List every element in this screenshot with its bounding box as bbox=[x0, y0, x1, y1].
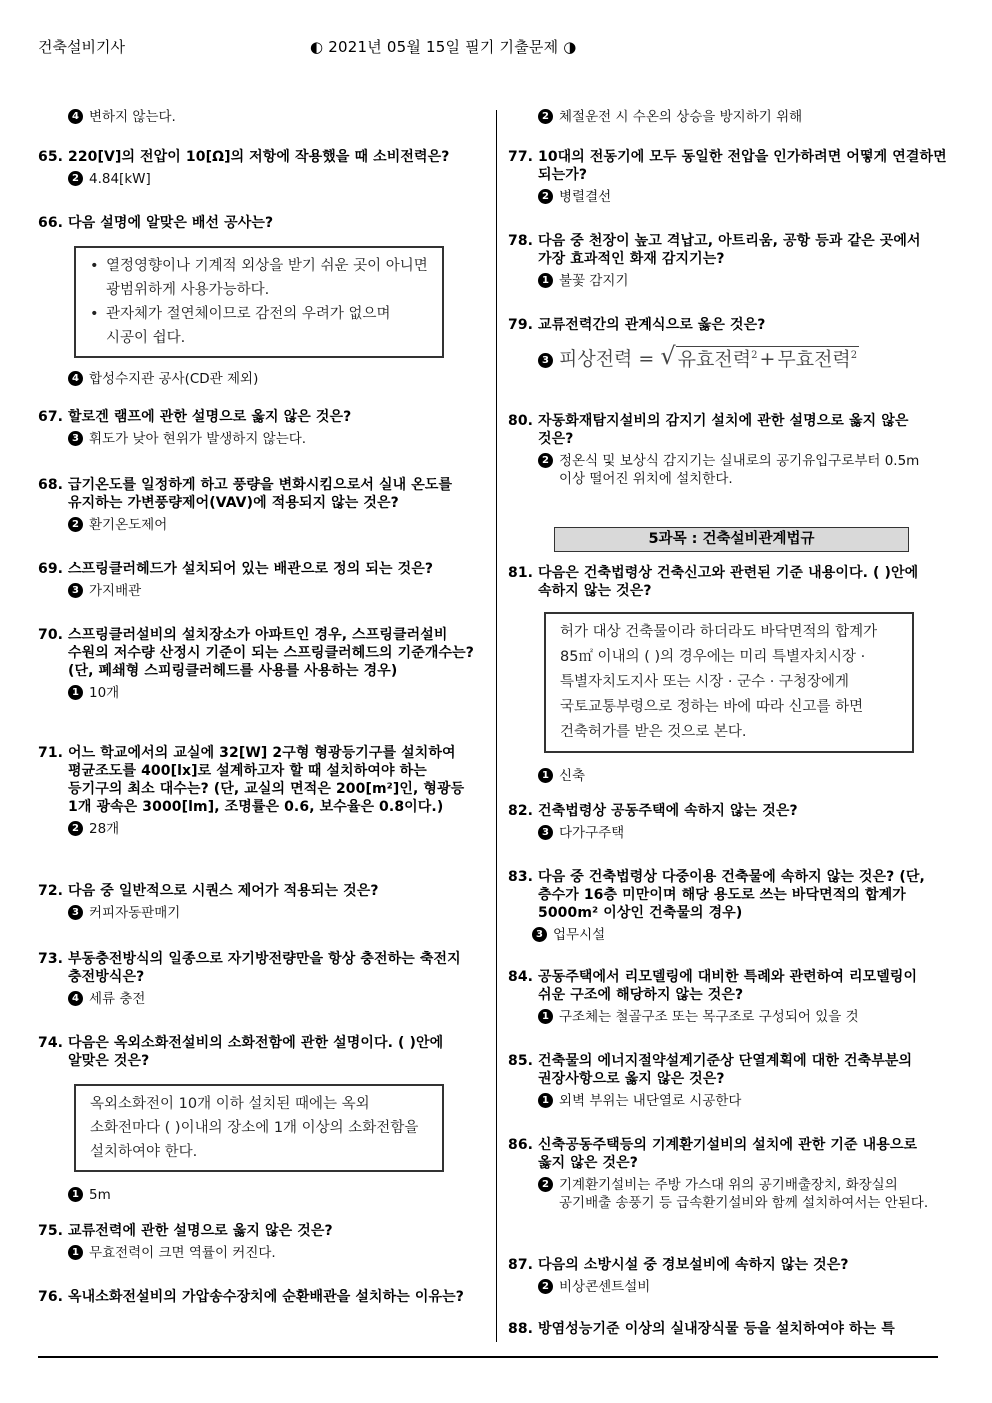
question-80 bbox=[508, 412, 948, 488]
answer-number-icon: 4 bbox=[68, 371, 83, 386]
bullet-icon: • bbox=[90, 258, 99, 274]
question-number: 85. bbox=[508, 1053, 534, 1069]
question-number: 73. bbox=[38, 951, 64, 967]
question-text: 건축법령상 공동주택에 속하지 않는 것은? bbox=[538, 803, 798, 819]
question-info-box bbox=[74, 1084, 444, 1172]
answer-text: 기계환기설비는 주방 가스대 위의 공기배출장치, 화장실의 공기배출 송풍기 등 급속환기설비와 함께 설치하여서는 안된다. bbox=[559, 1177, 929, 1211]
question-text: 스프링클러헤드가 설치되어 있는 배관으로 정의 되는 것은? bbox=[68, 561, 434, 577]
answer-number-icon: 2 bbox=[538, 189, 553, 204]
question-text: 10대의 전동기에 모두 동일한 전압을 인가하려면 어떻게 연결하면 되는가? bbox=[538, 149, 947, 183]
column-divider bbox=[496, 110, 497, 1342]
question-number: 68. bbox=[38, 477, 64, 493]
question-text: 220[V]의 전압이 10[Ω]의 저항에 작용했을 때 소비전력은? bbox=[68, 149, 450, 165]
question-66 bbox=[38, 214, 486, 388]
answer-text: 외벽 부위는 내단열로 시공한다 bbox=[559, 1093, 742, 1109]
question-text: 부동충전방식의 일종으로 자기방전량만을 항상 충전하는 축전지 충전방식은? bbox=[68, 951, 461, 985]
question-text: 자동화재탐지설비의 감지기 설치에 관한 설명으로 옳지 않은 것은? bbox=[538, 413, 909, 447]
answer-text: 세류 충전 bbox=[89, 991, 146, 1007]
question-74 bbox=[38, 1034, 486, 1204]
question-number: 78. bbox=[508, 233, 534, 249]
question-79 bbox=[508, 316, 948, 368]
question-number: 75. bbox=[38, 1223, 64, 1239]
question-number: 76. bbox=[38, 1289, 64, 1305]
page-bottom-rule bbox=[38, 1356, 938, 1358]
formula-exponent: 2 bbox=[850, 349, 858, 361]
answer-text: 28개 bbox=[89, 821, 120, 837]
question-number: 70. bbox=[38, 627, 64, 643]
answer-number-icon: 3 bbox=[538, 353, 553, 368]
question-text: 할로겐 램프에 관한 설명으로 옳지 않은 것은? bbox=[68, 409, 352, 425]
answer-number-icon: 1 bbox=[538, 1009, 553, 1024]
question-72 bbox=[38, 882, 486, 922]
question-number: 81. bbox=[508, 565, 534, 581]
answer-number-icon: 1 bbox=[538, 768, 553, 783]
question-88 bbox=[508, 1320, 948, 1338]
question-73 bbox=[38, 950, 486, 1008]
answer-number-icon: 1 bbox=[68, 1245, 83, 1260]
formula-term-reactive-power: 무효전력 bbox=[777, 348, 851, 370]
question-number: 86. bbox=[508, 1137, 534, 1153]
question-76 bbox=[38, 1288, 486, 1306]
question-83 bbox=[508, 868, 948, 944]
question-number: 72. bbox=[38, 883, 64, 899]
question-70 bbox=[38, 626, 486, 702]
question-number: 69. bbox=[38, 561, 64, 577]
answer-text: 가지배관 bbox=[89, 583, 142, 599]
question-number: 66. bbox=[38, 215, 64, 231]
question-text: 스프링클러설비의 설치장소가 아파트인 경우, 스프링클러설비 수원의 저수량 산정시 기준이 되는 스프링클러헤드의 기준개수는? (단, 폐쇄형 스피링클러헤드를 사용를 사용하는 경우) bbox=[68, 627, 474, 679]
carryover-answer bbox=[508, 108, 948, 126]
answer-text: 업무시설 bbox=[553, 927, 606, 943]
question-text: 급기온도를 일정하게 하고 풍량을 변화시킴으로서 실내 온도를 유지하는 가변풍량제어(VAV)에 적용되지 않는 것은? bbox=[68, 477, 453, 511]
bullet-icon: • bbox=[90, 306, 99, 322]
question-68 bbox=[38, 476, 486, 534]
question-number: 88. bbox=[508, 1321, 534, 1337]
answer-text: 무효전력이 크면 역률이 커진다. bbox=[89, 1245, 276, 1261]
question-number: 67. bbox=[38, 409, 64, 425]
answer-number-icon: 4 bbox=[68, 109, 83, 124]
answer-text: 다가구주택 bbox=[559, 825, 625, 841]
exam-subject: 건축설비기사 bbox=[38, 38, 125, 56]
question-69 bbox=[38, 560, 486, 600]
question-text: 다음은 옥외소화전설비의 소화전함에 관한 설명이다. ( )안에 알맞은 것은? bbox=[68, 1035, 444, 1069]
question-87 bbox=[508, 1256, 948, 1296]
question-81 bbox=[508, 564, 948, 785]
question-number: 65. bbox=[38, 149, 64, 165]
question-71 bbox=[38, 744, 486, 838]
question-84 bbox=[508, 968, 948, 1026]
question-text: 다음 중 건축법령상 다중이용 건축물에 속하지 않는 것은? (단, 층수가 16층 미만이며 해당 용도로 쓰는 바닥면적의 합계가 5000m² 이상인 건축물의 경우) bbox=[538, 869, 925, 921]
answer-text: 신축 bbox=[559, 768, 586, 784]
answer-text: 병렬결선 bbox=[559, 189, 612, 205]
answer-number-icon: 3 bbox=[538, 825, 553, 840]
answer-text: 불꽃 감지기 bbox=[559, 273, 629, 289]
info-box-text: 옥외소화전이 10개 이하 설치된 때에는 옥외 소화전마다 ( )이내의 장소에 1개 이상의 소화전함을 설치하여야 한다. bbox=[90, 1096, 419, 1160]
formula-equals: = bbox=[638, 348, 655, 370]
answer-text: 휘도가 낮아 현위가 발생하지 않는다. bbox=[89, 431, 307, 447]
question-text: 신축공동주택등의 기계환기설비의 설치에 관한 기준 내용으로 옳지 않은 것은? bbox=[538, 1137, 918, 1171]
answer-text: 4.84[kW] bbox=[89, 171, 151, 187]
answer-number-icon: 2 bbox=[68, 821, 83, 836]
answer-number-icon: 1 bbox=[68, 685, 83, 700]
formula-plus: + bbox=[759, 348, 776, 370]
question-number: 79. bbox=[508, 317, 534, 333]
answer-number-icon: 2 bbox=[538, 1177, 553, 1192]
answer-text: 비상콘센트설비 bbox=[559, 1279, 651, 1295]
question-text: 다음 설명에 알맞은 배선 공사는? bbox=[68, 215, 274, 231]
square-root-icon: √ 유효전력$^2$ + 무효전력$^2$ bbox=[660, 342, 858, 370]
question-text: 교류전력간의 관계식으로 옳은 것은? bbox=[538, 317, 766, 333]
formula-term-real-power: 유효전력 bbox=[677, 348, 752, 370]
answer-number-icon: 3 bbox=[68, 583, 83, 598]
question-text: 옥내소화전설비의 가압송수장치에 순환배관을 설치하는 이유는? bbox=[68, 1289, 464, 1305]
question-82 bbox=[508, 802, 948, 842]
answer-number-icon: 2 bbox=[538, 453, 553, 468]
answer-number-icon: 2 bbox=[538, 1279, 553, 1294]
question-77 bbox=[508, 148, 948, 206]
answer-number-icon: 3 bbox=[68, 905, 83, 920]
question-67 bbox=[38, 408, 486, 448]
answer-number-icon: 1 bbox=[538, 273, 553, 288]
question-number: 74. bbox=[38, 1035, 64, 1051]
question-info-box bbox=[544, 612, 914, 753]
carryover-answer bbox=[38, 108, 486, 126]
question-text: 어느 학교에서의 교실에 32[W] 2구형 형광등기구를 설치하여 평균조도를 400[lx]로 설계하고자 할 때 설치하여야 하는 등기구의 최소 대수는? (단, 교실의 면적은 200[m²]인, 형광등 1개 광속은 3000[lm], 조명률은 0.6, 보수율은 0.8이다.) bbox=[68, 745, 465, 815]
question-text: 다음 중 천장이 높고 격납고, 아트리움, 공항 등과 같은 곳에서 가장 효과적인 화재 감지기는? bbox=[538, 233, 921, 267]
question-number: 83. bbox=[508, 869, 534, 885]
question-text: 다음의 소방시설 중 경보설비에 속하지 않는 것은? bbox=[538, 1257, 849, 1273]
question-75 bbox=[38, 1222, 486, 1262]
question-number: 82. bbox=[508, 803, 534, 819]
answer-text: 합성수지관 공사(CD관 제외) bbox=[89, 371, 259, 387]
question-text: 건축물의 에너지절약설계기준상 단열계획에 대한 건축부분의 권장사항으로 옳지 않은 것은? bbox=[538, 1053, 913, 1087]
question-text: 다음 중 일반적으로 시퀀스 제어가 적용되는 것은? bbox=[68, 883, 379, 899]
answer-text: 환기온도제어 bbox=[89, 517, 168, 533]
page-header bbox=[38, 36, 958, 60]
answer-number-icon: 1 bbox=[538, 1093, 553, 1108]
question-info-box bbox=[74, 246, 444, 358]
answer-text: 변하지 않는다. bbox=[89, 109, 176, 125]
question-65 bbox=[38, 148, 486, 188]
answer-number-icon: 4 bbox=[68, 991, 83, 1006]
answer-number-icon: 1 bbox=[68, 1187, 83, 1202]
info-box-bullet: 열정영향이나 기계적 외상을 받기 쉬운 곳이 아니면 광범위하게 사용가능하다. bbox=[106, 258, 428, 298]
answer-number-icon: 2 bbox=[68, 517, 83, 532]
answer-text: 10개 bbox=[89, 685, 120, 701]
question-number: 87. bbox=[508, 1257, 534, 1273]
answer-number-icon: 3 bbox=[68, 431, 83, 446]
answer-text: 커피자동판매기 bbox=[89, 905, 181, 921]
question-78 bbox=[508, 232, 948, 290]
answer-text: 구조체는 철골구조 또는 목구조로 구성되어 있을 것 bbox=[559, 1009, 859, 1025]
answer-number-icon: 2 bbox=[68, 171, 83, 186]
question-number: 80. bbox=[508, 413, 534, 429]
question-text: 공동주택에서 리모델링에 대비한 특례와 관련하여 리모델링이 쉬운 구조에 해당하지 않는 것은? bbox=[538, 969, 918, 1003]
question-85 bbox=[508, 1052, 948, 1110]
question-text: 다음은 건축법령상 건축신고와 관련된 기준 내용이다. ( )안에 속하지 않는 것은? bbox=[538, 565, 919, 599]
exam-title: ◐ 2021년 05월 15일 필기 기출문제 ◑ bbox=[310, 38, 577, 56]
question-text: 방염성능기준 이상의 실내장식물 등을 설치하여야 하는 특 bbox=[538, 1321, 895, 1337]
formula-lhs: 피상전력 bbox=[559, 348, 633, 370]
question-text: 교류전력에 관한 설명으로 옳지 않은 것은? bbox=[68, 1223, 333, 1239]
formula-exponent: 2 bbox=[751, 349, 758, 361]
question-number: 71. bbox=[38, 745, 64, 761]
power-formula bbox=[559, 344, 859, 368]
answer-text: 정온식 및 보상식 감지기는 실내로의 공기유입구로부터 0.5m 이상 떨어진 위치에 설치한다. bbox=[559, 453, 920, 487]
answer-text: 5m bbox=[89, 1187, 111, 1203]
answer-number-icon: 3 bbox=[532, 927, 547, 942]
section-title-bar: 5과목 : 건축설비관계법규 bbox=[554, 527, 909, 552]
question-86 bbox=[508, 1136, 948, 1212]
info-box-text: 허가 대상 건축물이라 하더라도 바닥면적의 합계가 85㎡ 이내의 ( )의 경우에는 미리 특별자치시장 · 특별자치도지사 또는 시장 · 군수 · 구청장에게 국토교통부령으로 정하는 바에 따라 신고를 하면 건축허가를 받은 것으로 본다. bbox=[560, 624, 878, 740]
answer-number-icon: 2 bbox=[538, 109, 553, 124]
question-number: 77. bbox=[508, 149, 534, 165]
info-box-bullet: 관자체가 절연체이므로 감전의 우려가 없으며 시공이 쉽다. bbox=[106, 306, 391, 346]
question-number: 84. bbox=[508, 969, 534, 985]
answer-text: 체절운전 시 수온의 상승을 방지하기 위해 bbox=[559, 109, 803, 125]
